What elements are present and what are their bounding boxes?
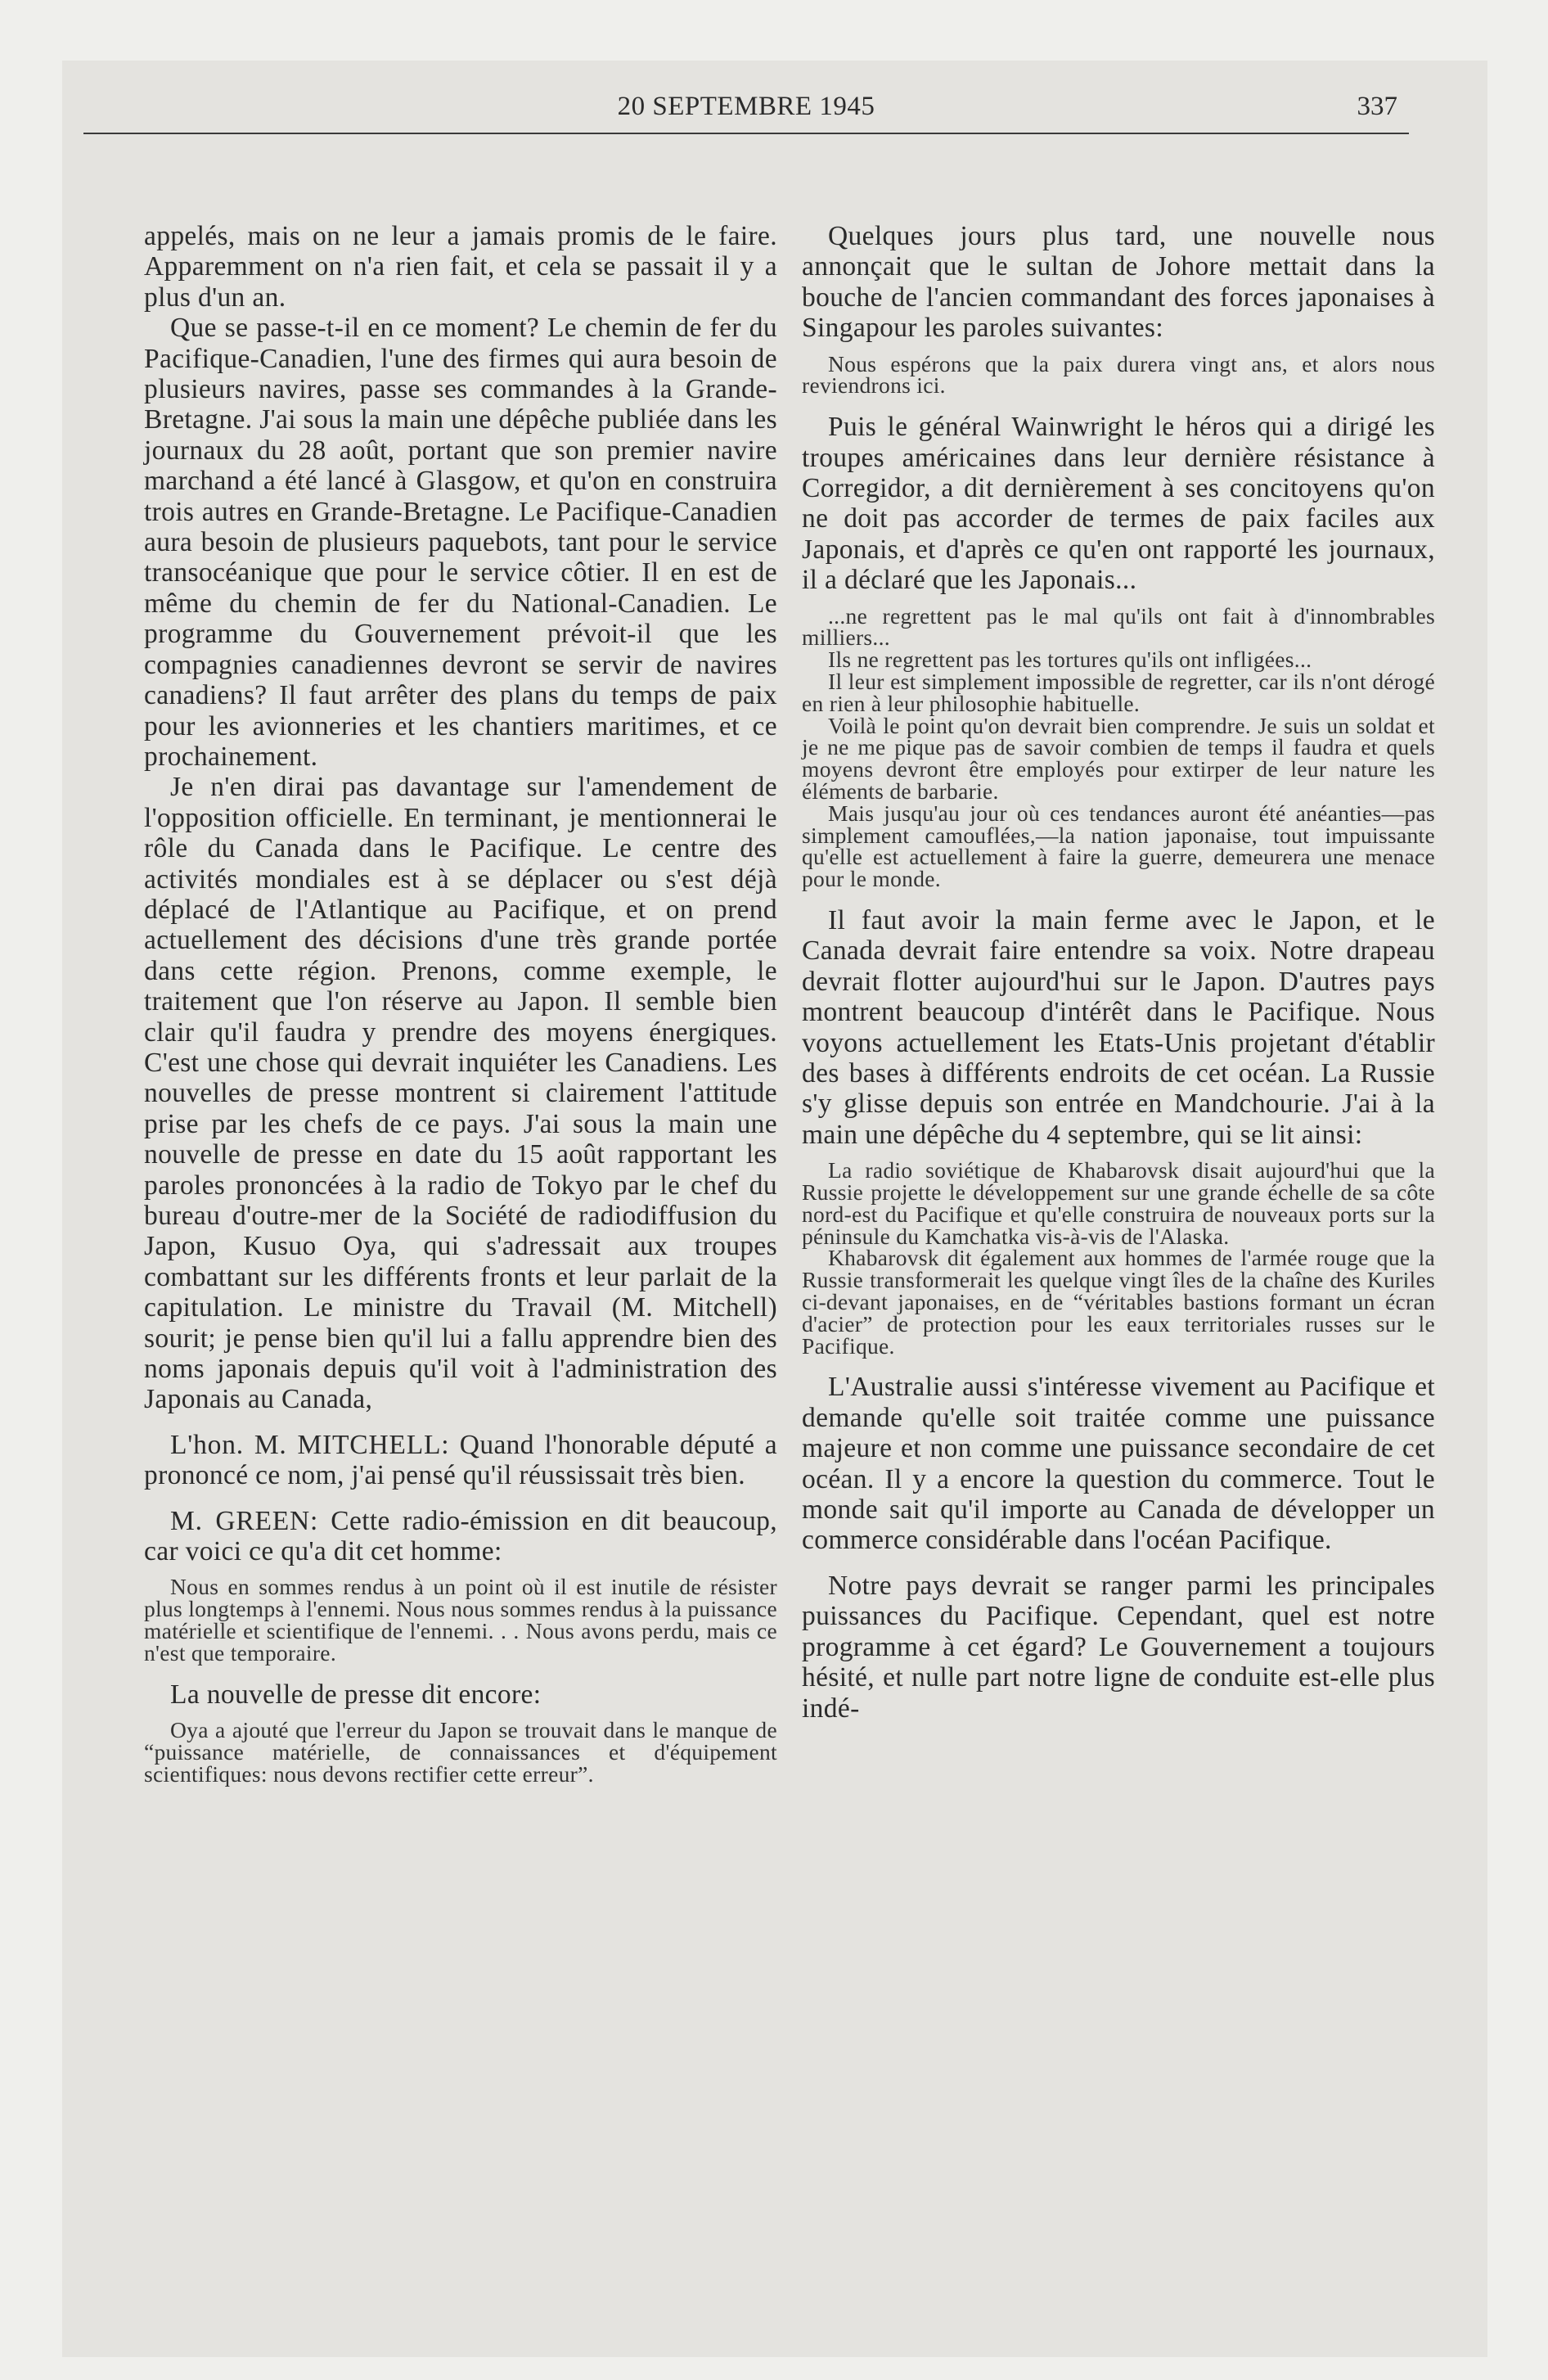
left-column xyxy=(144,221,777,1785)
speech-green xyxy=(144,1506,777,1567)
paragraph: Notre pays devrait se ranger parmi les principales puissances du Pacifique. Cependant, quel est notre programme à cet égard? Le Gouvernement a toujours hésité, et nulle part notre ligne de conduite est-elle plus indé- xyxy=(802,1570,1435,1724)
paragraph: Que se passe-t-il en ce moment? Le chemin de fer du Pacifique-Canadien, l'une des firmes qui aura besoin de plusieurs navires, passe ses commandes à la Grande-Bretagne. J'ai sous la main une dépêche publiée dans les journaux du 28 août, portant que son premier navire marchand a été lancé à Glasgow, et qu'on en construira trois autres en Grande-Bretagne. Le Pacifique-Canadien aura besoin de plusieurs paquebots, tant pour le service transocéanique que pour le service côtier. Il en est de même du chemin de fer du National-Canadien. Le programme du Gouvernement prévoit-il que les compagnies canadiennes devront se servir de navires canadiens? Il faut arrêter des plans du temps de paix pour les avionneries et les chantiers maritimes, et ce prochainement. xyxy=(144,313,777,772)
paragraph: Puis le général Wainwright le héros qui a dirigé les troupes américaines dans leur dernière résistance à Corregidor, a dit dernièrement à ses concitoyens qu'on ne doit pas accorder de termes de paix faciles aux Japonais, et d'après ce qu'en ont rapporté les journaux, il a déclaré que les Japonais... xyxy=(802,412,1435,596)
quotation: Nous en sommes rendus à un point où il est inutile de résister plus longtemps à l'ennemi. Nous nous sommes rendus à la puissance matérielle et scientifique de l'ennemi. . . Nous avons perdu, mais ce n'est que temporaire. xyxy=(144,1574,777,1666)
page-number: 337 xyxy=(1357,92,1397,121)
quotation: Oya a ajouté que l'erreur du Japon se trouvait dans le manque de “puissance matérielle, de connaissances et d'équipement scientifiques: nous devons rectifier cette erreur”. xyxy=(144,1717,777,1787)
paragraph: Il faut avoir la main ferme avec le Japon, et le Canada devrait faire entendre sa voix. Notre drapeau devrait flotter aujourd'hui sur le Japon. D'autres pays montrent beaucoup d'intérêt dans le Pacifique. Nous voyons actuellement les Etats-Unis projetant d'établir des bases à différents endroits de cet océan. La Russie s'y glisse depuis son entrée en Mandchourie. J'ai à la main une dépêche du 4 septembre, qui se lit ainsi: xyxy=(802,905,1435,1150)
page-header xyxy=(83,92,1409,134)
speech-text: Quand l'honorable député a prononcé ce nom, j'ai pensé qu'il réussissait très bien. xyxy=(144,1429,777,1491)
right-column xyxy=(802,221,1435,1724)
speaker-name: M. GREEN: xyxy=(170,1505,319,1536)
paragraph: appelés, mais on ne leur a jamais promis de le faire. Apparemment on n'a rien fait, et cela se passait il y a plus d'un an. xyxy=(144,221,777,313)
speech-text: Cette radio-émission en dit beaucoup, car voici ce qu'a dit cet homme: xyxy=(144,1505,777,1567)
paragraph: Quelques jours plus tard, une nouvelle nous annonçait que le sultan de Johore mettait dans la bouche de l'ancien commandant des forces japonaises à Singapour les paroles suivantes: xyxy=(802,221,1435,344)
quotation: Mais jusqu'au jour où ces tendances auront été anéanties—pas simplement camouflées,—la nation japonaise, tout impuissante qu'elle est actuellement à faire la guerre, demeurera une menace pour le monde. xyxy=(802,800,1435,892)
quotation: Nous espérons que la paix durera vingt ans, et alors nous reviendrons ici. xyxy=(802,350,1435,399)
paragraph: Je n'en dirai pas davantage sur l'amendement de l'opposition officielle. En terminant, je mentionnerai le rôle du Canada dans le Pacifique. Le centre des activités mondiales est à se déplacer ou s'est déjà déplacé de l'Atlantique au Pacifique, et on prend actuellement des décisions d'une très grande portée dans cette région. Prenons, comme exemple, le traitement que l'on réserve au Japon. Il semble bien clair qu'il faudra y prendre des moyens énergiques. C'est une chose qui devrait inquiéter les Canadiens. Les nouvelles de presse montrent si clairement l'attitude prise par les chefs de ce pays. J'ai sous la main une nouvelle de presse en date du 15 août rapportant les paroles prononcées à la radio de Tokyo par le chef du bureau d'outre-mer de la Société de radiodiffusion du Japon, Kusuo Oya, qui s'adressait aux troupes combattant sur les différents fronts et leur parlait de la capitulation. Le ministre du Travail (M. Mitchell) sourit; je pense bien qu'il lui a fallu apprendre bien des noms japonais depuis qu'il voit à l'administration des Japonais au Canada, xyxy=(144,772,777,1415)
quotation: Voilà le point qu'on devrait bien comprendre. Je suis un soldat et je ne me pique pas de savoir combien de temps il faudra et quels moyens devront être employés pour extirper de leur nature les éléments de barbarie. xyxy=(802,712,1435,805)
quotation: Il leur est simplement impossible de regretter, car ils n'ont dérogé en rien à leur philosophie habituelle. xyxy=(802,669,1435,716)
quotation: ...ne regrettent pas le mal qu'ils ont fait à d'innombrables milliers... xyxy=(802,602,1435,651)
quotation: Ils ne regrettent pas les tortures qu'ils ont infligées... xyxy=(828,647,1312,673)
header-date: 20 SEPTEMBRE 1945 xyxy=(617,92,875,121)
quotation: La radio soviétique de Khabarovsk disait aujourd'hui que la Russie projette le développement sur une grande échelle de sa côte nord-est du Pacifique et qu'elle construira de nouveaux ports sur la péninsule du Kamchatka vis-à-vis de l'Alaska. xyxy=(802,1157,1435,1249)
header-rule xyxy=(83,133,1409,134)
quotation: Khabarovsk dit également aux hommes de l'armée rouge que la Russie transformerait les quelque vingt îles de la chaîne des Kuriles ci-devant japonaises, en de “véritables bastions formant un écran d'acier” de protection pour les eaux territoriales russes sur le Pacifique. xyxy=(802,1245,1435,1359)
paragraph: L'Australie aussi s'intéresse vivement au Pacifique et demande qu'elle soit traitée comme une puissance majeure et non comme une puissance secondaire de cet océan. Il y a encore la question du commerce. Tout le monde sait qu'il importe au Canada de développer un commerce considérable dans l'océan Pacifique. xyxy=(802,1372,1435,1556)
speaker-name: L'hon. M. MITCHELL: xyxy=(170,1429,450,1460)
speech-mitchell xyxy=(144,1430,777,1491)
paragraph: La nouvelle de presse dit encore: xyxy=(170,1679,542,1710)
